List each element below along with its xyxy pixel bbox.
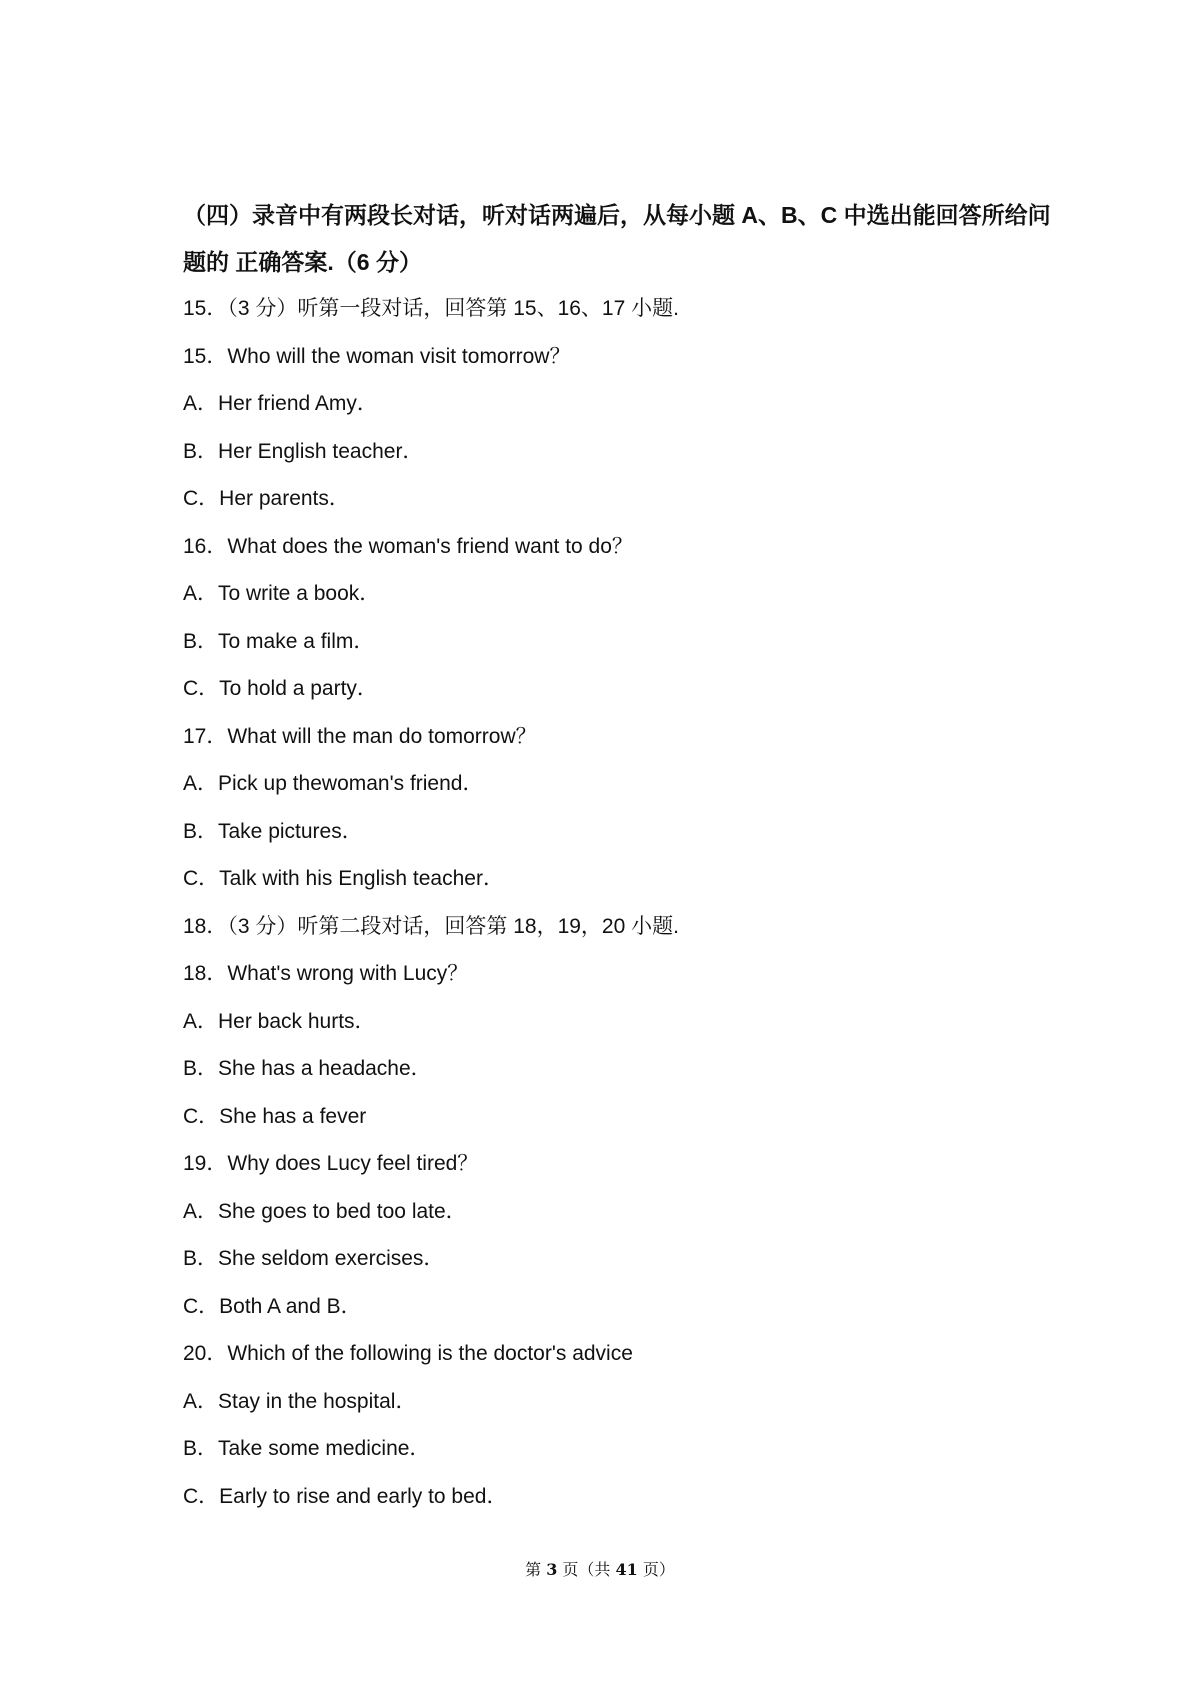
- question-17: 17．What will the man do tomorrow？: [183, 724, 537, 748]
- section-heading: （四）录音中有两段长对话，听对话两遍后，从每小题 A、B、C 中选出能回答所给问题的 正确答案.（6 分）: [183, 202, 1051, 275]
- option-15-a: A．Her friend Amy．: [183, 392, 378, 415]
- question-20: 20．Which of the following is the doctor's advice: [183, 1342, 633, 1365]
- option-16-c: C．To hold a party．: [183, 677, 378, 700]
- option-15-c: C．Her parents．: [183, 487, 350, 510]
- page-number: 3: [546, 1560, 558, 1579]
- page-footer: [0, 1557, 1200, 1580]
- question-group-2-intro: 18．（3 分）听第二段对话，回答第 18，19，20 小题.: [183, 914, 679, 938]
- option-18-a: A．Her back hurts．: [183, 1009, 376, 1033]
- question-18: 18．What's wrong with Lucy？: [183, 962, 469, 985]
- footer-prefix: 第: [525, 1560, 547, 1579]
- option-20-b: B．Take some medicine．: [183, 1437, 431, 1460]
- question-list: [183, 295, 1063, 1530]
- option-17-b: B．Take pictures．: [183, 819, 363, 843]
- question-group-1-intro: 15．（3 分）听第一段对话，回答第 15、16、17 小题.: [183, 297, 679, 320]
- page-total: 41: [615, 1560, 638, 1579]
- question-19: 19．Why does Lucy feel tired？: [183, 1152, 479, 1175]
- option-17-c: C．Talk with his English teacher．: [183, 867, 504, 890]
- option-19-c: C．Both A and B．: [183, 1294, 362, 1318]
- option-19-b: B．She seldom exercises．: [183, 1247, 445, 1270]
- question-15: 15．Who will the woman visit tomorrow？: [183, 344, 571, 368]
- option-16-b: B．To make a film．: [183, 629, 375, 653]
- option-20-c: C．Early to rise and early to bed．: [183, 1484, 508, 1508]
- option-18-c: C．She has a fever: [183, 1104, 367, 1128]
- option-18-b: B．She has a headache．: [183, 1057, 432, 1080]
- option-15-b: B．Her English teacher．: [183, 439, 424, 463]
- option-16-a: A．To write a book．: [183, 582, 381, 605]
- option-17-a: A．Pick up thewoman's friend．: [183, 772, 484, 795]
- footer-middle: 页（共: [557, 1560, 616, 1579]
- question-16: 16．What does the woman's friend want to do？: [183, 534, 633, 558]
- option-19-a: A．She goes to bed too late．: [183, 1199, 467, 1223]
- option-20-a: A．Stay in the hospital．: [183, 1389, 417, 1413]
- footer-suffix: 页）: [637, 1560, 675, 1579]
